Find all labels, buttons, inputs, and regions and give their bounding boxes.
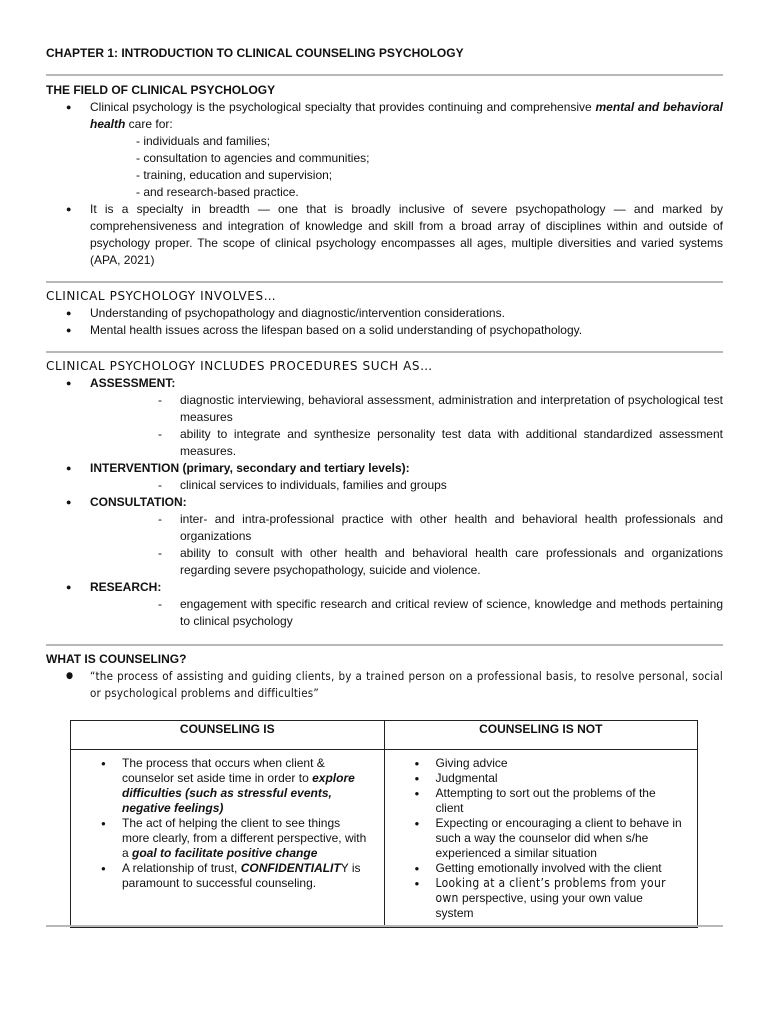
comparison-table (70, 720, 698, 928)
procedure-label: ASSESSMENT: (90, 376, 176, 390)
column-header-not: COUNSELING IS NOT (384, 721, 698, 750)
divider (46, 74, 723, 76)
item-text: Y is paramount to successful counseling. (122, 861, 361, 890)
list-item (71, 756, 370, 816)
field-bullets-2 (46, 201, 723, 269)
list-item: ● Judgmental (385, 771, 684, 786)
list-item (71, 816, 370, 861)
list-item: ● Expecting or encouraging a client to behave in such a way the counselor did when s/he experienced a similar situation (385, 816, 684, 861)
counseling-not-list (385, 756, 684, 921)
item-text: Looking at a client’s problems from your own (435, 876, 666, 905)
column-header-is: COUNSELING IS (71, 721, 385, 750)
section-involves (46, 288, 723, 339)
counseling-is-cell (71, 750, 385, 928)
procedure-label: INTERVENTION (primary, secondary and tertiary levels): (90, 461, 410, 475)
section-heading: CLINICAL PSYCHOLOGY INCLUDES PROCEDURES SUCH AS… (46, 359, 433, 373)
involves-bullets (46, 305, 723, 339)
divider (46, 925, 723, 927)
consultation-items (46, 511, 723, 579)
emphasis-text: mental and behavioral health (90, 100, 723, 131)
table-header-row (71, 721, 698, 750)
list-item: - ability to consult with other health and behavioral health care professionals and organizations regarding severe psychopathology, suicide and violence. (46, 545, 723, 579)
list-item (71, 861, 370, 891)
item-text: perspective, using your own value system (435, 891, 643, 920)
list-item: ● It is a specialty in breadth — one that is broadly inclusive of severe psychopathology — and marked by comprehensiveness and integration of knowledge and skill from a broad array of disciplines within and outside of psychology proper. The scope of clinical psychology encompasses all ages, multiple diversities and varied systems (APA, 2021) (46, 201, 723, 269)
section-heading: CLINICAL PSYCHOLOGY INVOLVES… (46, 289, 277, 303)
section-heading: THE FIELD OF CLINICAL PSYCHOLOGY (46, 83, 276, 97)
field-bullets (46, 99, 723, 133)
sub-item: - and research-based practice. (136, 185, 299, 199)
list-item: - clinical services to individuals, families and groups (46, 477, 723, 494)
bullet-text: Clinical psychology is the psychological specialty that provides continuing and comprehensive (90, 100, 596, 114)
emphasis-text: explore difficulties (122, 771, 355, 800)
list-item (46, 494, 723, 511)
counseling-is-list (71, 756, 370, 891)
list-item: ● Mental health issues across the lifespan based on a solid understanding of psychopathology. (46, 322, 723, 339)
counseling-not-cell (384, 750, 698, 928)
divider (46, 351, 723, 353)
chapter-title: CHAPTER 1: INTRODUCTION TO CLINICAL COUNSELING PSYCHOLOGY (46, 46, 464, 60)
assessment-items (46, 392, 723, 460)
list-item (46, 375, 723, 392)
list-item: ● Understanding of psychopathology and diagnostic/intervention considerations. (46, 305, 723, 322)
list-item (46, 579, 723, 596)
emphasis-text: goal to facilitate positive change (132, 846, 318, 860)
research-items (46, 596, 723, 630)
list-item (46, 460, 723, 477)
emphasis-text: (such as stressful events, negative feelings) (122, 786, 332, 815)
counseling-quote: ● “the process of assisting and guiding clients, by a trained person on a professional basis, to resolve personal, social or psychological problems and difficulties” (46, 668, 723, 702)
procedures-bullets (46, 494, 723, 511)
section-counseling (46, 651, 723, 702)
sub-item: - individuals and families; (136, 134, 271, 148)
counseling-bullets (46, 668, 723, 702)
list-item: ● Attempting to sort out the problems of the client (385, 786, 684, 816)
divider (46, 281, 723, 283)
sub-item: - training, education and supervision; (136, 168, 333, 182)
list-item: ● Getting emotionally involved with the client (385, 861, 684, 876)
list-item: - ability to integrate and synthesize personality test data with additional standardized assessment measures. (46, 426, 723, 460)
section-field (46, 82, 723, 269)
procedures-bullets (46, 460, 723, 477)
table-row (71, 750, 698, 928)
divider (46, 644, 723, 646)
sub-item: - consultation to agencies and communities; (136, 151, 370, 165)
item-text: The act of helping the client to see things more clearly, from a different perspective, with a (122, 816, 367, 860)
section-heading: WHAT IS COUNSELING? (46, 652, 187, 666)
list-item: - engagement with specific research and critical review of science, knowledge and methods pertaining to clinical psychology (46, 596, 723, 630)
procedures-bullets (46, 375, 723, 392)
bullet-text: care for: (125, 117, 173, 131)
procedures-bullets (46, 579, 723, 596)
intervention-items (46, 477, 723, 494)
emphasis-text: CONFIDENTIALIT (240, 861, 341, 875)
list-item (46, 99, 723, 133)
procedure-label: CONSULTATION: (90, 495, 187, 509)
list-item: ● Giving advice (385, 756, 684, 771)
item-text: A relationship of trust, (122, 861, 241, 875)
procedure-label: RESEARCH: (90, 580, 162, 594)
list-item (385, 876, 684, 921)
list-item: - diagnostic interviewing, behavioral assessment, administration and interpretation of psychological test measures (46, 392, 723, 426)
item-text: The process that occurs when client & counselor set aside time in order to (122, 756, 325, 785)
section-procedures (46, 358, 723, 630)
list-item: - inter- and intra-professional practice with other health and behavioral health professionals and organizations (46, 511, 723, 545)
